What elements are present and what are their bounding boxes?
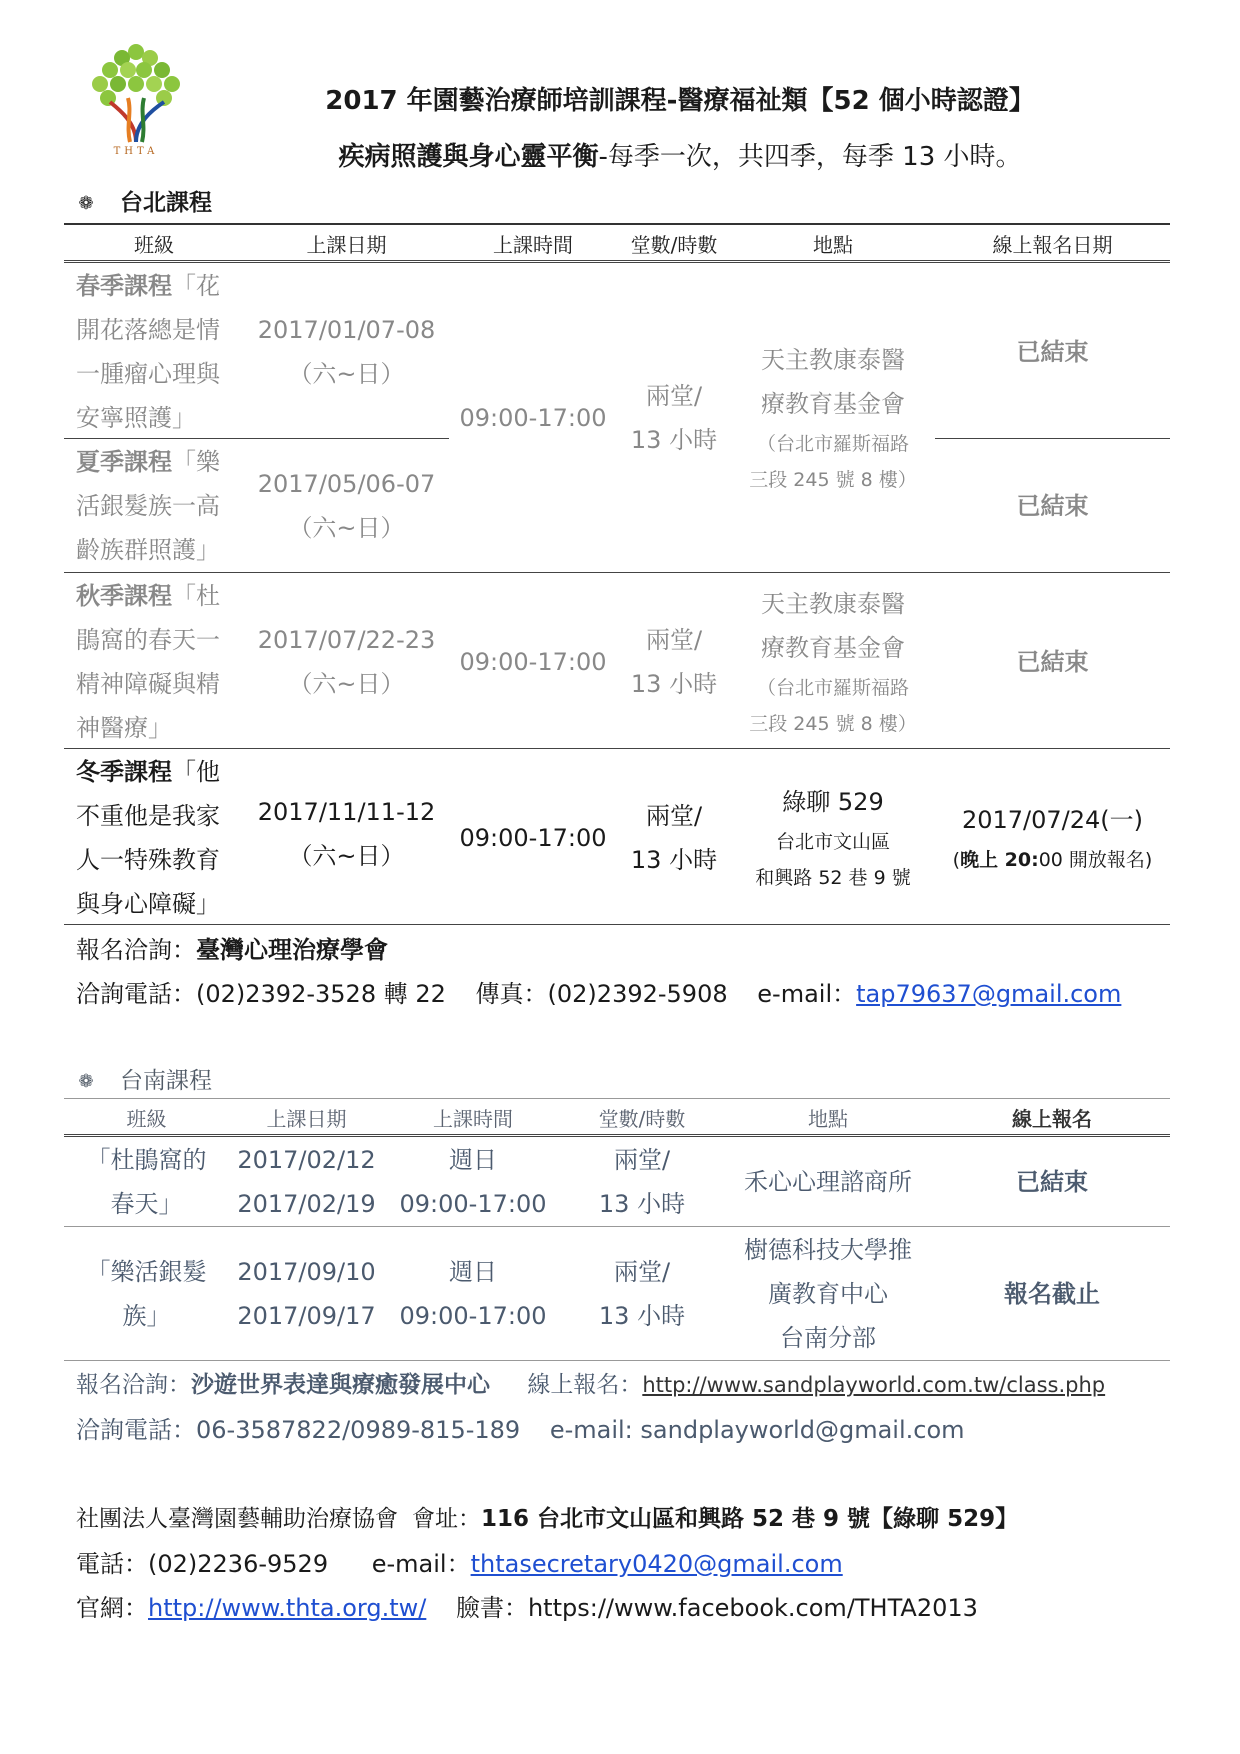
tainan-row2-date: 2017/09/10 2017/09/17 <box>237 1258 376 1330</box>
col-header-venue: 地點 <box>813 232 853 257</box>
winter-time: 09:00-17:00 <box>459 824 607 852</box>
row-rule-summer <box>64 572 1170 573</box>
subtitle-bold: 疾病照護與身心靈平衡 <box>338 142 599 172</box>
footer-org-address: 社團法人臺灣園藝輔助治療協會 會址：116 台北市文山區和興路 52 巷 9 號【綠聊 529】 <box>76 1506 1019 1532</box>
tainan-col-header-registration: 線上報名 <box>1012 1106 1092 1131</box>
winter-registration: 2017/07/24(一) (晚上 20:00 開放報名) <box>952 806 1153 871</box>
table-bottom-rule <box>64 924 1170 925</box>
footer-email-link[interactable]: thtasecretary0420@gmail.com <box>470 1550 843 1578</box>
page-subtitle <box>240 136 1120 173</box>
row-rule-spring-right <box>935 438 1170 439</box>
footer-phone-email: 電話：(02)2236-9529 e-mail：thtasecretary0420@gmail.com <box>76 1550 843 1578</box>
spring-summer-time: 09:00-17:00 <box>459 404 607 432</box>
footer-web-facebook: 官網：http://www.thta.org.tw/ 臉書：https://www.facebook.com/THTA2013 <box>76 1594 978 1622</box>
winter-venue: 綠聊 529 台北市文山區 和興路 52 巷 9 號 <box>755 788 911 889</box>
autumn-status: 已結束 <box>1016 648 1089 676</box>
winter-sessions: 兩堂/ 13 小時 <box>630 802 718 874</box>
winter-course-name: 冬季課程「他 不重他是我家 人一特殊教育 與身心障礙」 <box>76 758 220 918</box>
tainan-row2-venue: 樹德科技大學推 廣教育中心 台南分部 <box>744 1236 912 1352</box>
tainan-inquiry: 報名洽詢：沙遊世界表達與療癒發展中心 線上報名：http://www.sandplayworld.com.tw/class.php <box>76 1372 1106 1398</box>
winter-date: 2017/11/11-12 （六~日） <box>257 798 436 870</box>
flower-bullet-icon: ❁ <box>78 1071 94 1092</box>
autumn-time: 09:00-17:00 <box>459 648 607 676</box>
tainan-row2-name: 「樂活銀髮 族」 <box>86 1258 207 1330</box>
tainan-email: sandplayworld@gmail.com <box>640 1416 965 1444</box>
tainan-col-header-date: 上課日期 <box>266 1106 347 1131</box>
autumn-sessions: 兩堂/ 13 小時 <box>630 626 718 698</box>
autumn-venue: 天主教康泰醫 療教育基金會 （台北市羅斯福路 三段 245 號 8 樓） <box>749 590 917 735</box>
summer-course-name: 夏季課程「樂 活銀髮族一高 齡族群照護」 <box>76 448 220 564</box>
footer-web-link[interactable]: http://www.thta.org.tw/ <box>148 1594 427 1622</box>
spring-summer-venue: 天主教康泰醫 療教育基金會 （台北市羅斯福路 三段 245 號 8 樓） <box>749 346 917 491</box>
spring-course-name: 春季課程「花 開花落總是情 一腫瘤心理與 安寧照護」 <box>76 272 220 432</box>
spring-summer-sessions: 兩堂/ 13 小時 <box>630 382 718 454</box>
tainan-col-header-class: 班級 <box>126 1106 167 1131</box>
tainan-contact: 洽詢電話：06-3587822/0989-815-189 e-mail: sandplayworld@gmail.com <box>76 1416 965 1444</box>
tainan-col-header-venue: 地點 <box>808 1106 848 1131</box>
col-header-registration: 線上報名日期 <box>992 232 1113 257</box>
tainan-section-heading <box>76 1062 212 1095</box>
tainan-row2-status: 報名截止 <box>1004 1280 1100 1308</box>
col-header-class: 班級 <box>134 232 174 257</box>
tainan-section-title: 台南課程 <box>120 1068 212 1094</box>
tainan-col-header-time: 上課時間 <box>433 1106 513 1131</box>
tainan-row1-venue: 禾心心理諮商所 <box>744 1168 912 1196</box>
row-rule-spring-left <box>64 438 449 439</box>
tainan-table-bottom-rule <box>64 1360 1170 1361</box>
autumn-course-name: 秋季課程「杜 鵑窩的春天一 精神障礙與精 神醫療」 <box>76 582 220 742</box>
taipei-inquiry: 報名洽詢：臺灣心理治療學會 <box>76 936 388 964</box>
tainan-col-header-sessions: 堂數/時數 <box>598 1106 686 1131</box>
tainan-row1-name: 「杜鵑窩的 春天」 <box>86 1146 207 1218</box>
flower-bullet-icon: ❁ <box>78 193 94 214</box>
tainan-row1-sessions: 兩堂/ 13 小時 <box>598 1146 686 1218</box>
col-header-date: 上課日期 <box>306 232 387 257</box>
spring-status: 已結束 <box>1016 338 1089 366</box>
spring-date: 2017/01/07-08 （六~日） <box>257 316 436 388</box>
header-rule <box>64 260 1170 263</box>
tainan-row2-time: 週日 09:00-17:00 <box>399 1258 547 1330</box>
tainan-row2-sessions: 兩堂/ 13 小時 <box>598 1258 686 1330</box>
subtitle-rest: -每季一次，共四季，每季 13 小時。 <box>598 142 1022 172</box>
summer-status: 已結束 <box>1016 492 1089 520</box>
page-title: 2017 年園藝治療師培訓課程-醫療福祉類【52 個小時認證】 <box>325 86 1035 116</box>
col-header-sessions: 堂數/時數 <box>630 232 718 257</box>
col-header-time: 上課時間 <box>493 232 573 257</box>
tainan-row1-time: 週日 09:00-17:00 <box>399 1146 547 1218</box>
footer-facebook: https://www.facebook.com/THTA2013 <box>527 1594 978 1622</box>
table-top-rule <box>64 223 1170 225</box>
tainan-row-rule <box>64 1226 1170 1227</box>
taipei-email-link[interactable]: tap79637@gmail.com <box>856 980 1122 1008</box>
tainan-header-rule <box>64 1134 1170 1137</box>
taipei-contact: 洽詢電話：(02)2392-3528 轉 22 傳真：(02)2392-5908 e-mail：tap79637@gmail.com <box>76 980 1122 1008</box>
logo-text: THTA <box>113 146 159 157</box>
tainan-table-top-rule <box>64 1098 1170 1099</box>
taipei-section-heading <box>76 184 212 217</box>
autumn-date: 2017/07/22-23 （六~日） <box>257 626 436 698</box>
tainan-online-link[interactable]: http://www.sandplayworld.com.tw/class.php <box>642 1373 1106 1397</box>
thta-logo <box>80 38 192 158</box>
tainan-row1-date: 2017/02/12 2017/02/19 <box>237 1146 376 1218</box>
summer-date: 2017/05/06-07 （六~日） <box>257 470 436 542</box>
tainan-row1-status: 已結束 <box>1016 1168 1088 1196</box>
tree-trunk-icon <box>110 98 164 142</box>
taipei-section-title: 台北課程 <box>120 190 212 216</box>
tree-canopy-icon <box>92 44 180 106</box>
row-rule-autumn <box>64 748 1170 749</box>
